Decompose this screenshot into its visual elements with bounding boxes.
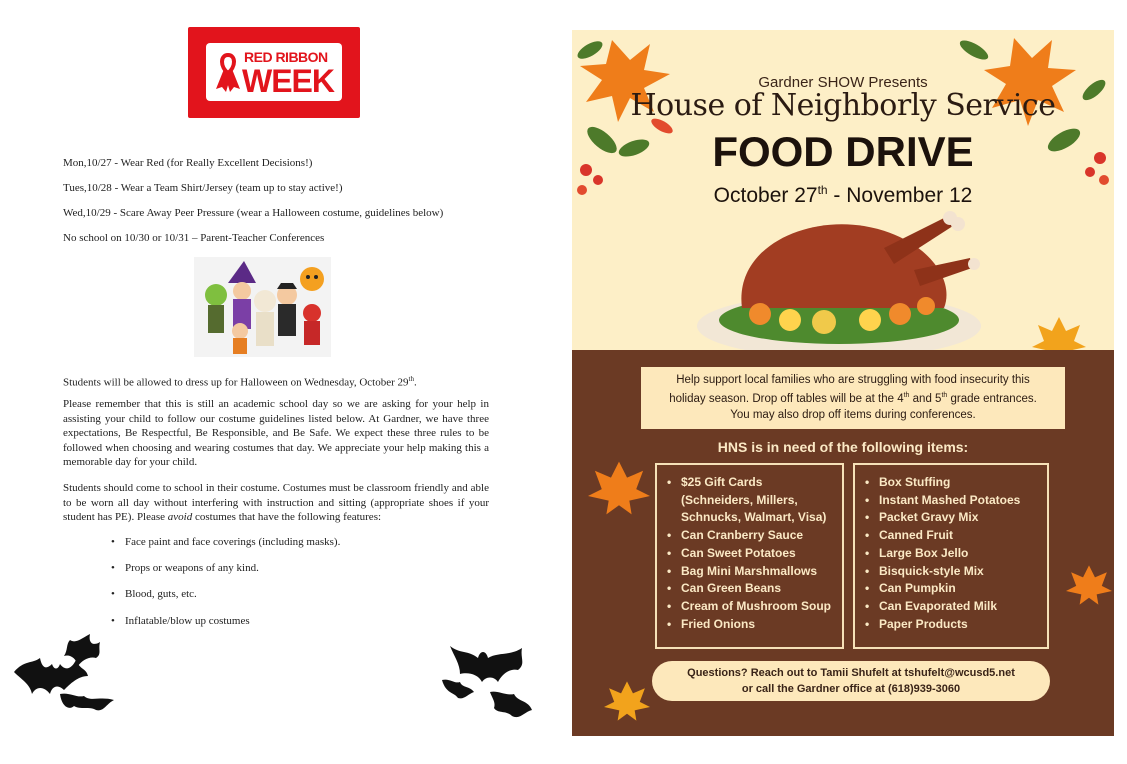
flyer-title: House of Neighborly Service [630, 88, 1056, 123]
day-tuesday: Tues,10/28 - Wear a Team Shirt/Jersey (team up to stay active!) [63, 182, 343, 194]
bullet-item: • Inflatable/blow up costumes [111, 615, 250, 627]
list-item: • Box Stuffing [865, 474, 1039, 492]
items-list-right [853, 463, 1049, 649]
maple-leaf-icon [604, 678, 650, 724]
food-drive-heading: FOOD DRIVE [712, 128, 974, 175]
maple-leaf-icon [1066, 562, 1112, 608]
drive-dates: October 27th - November 12 [713, 183, 973, 207]
food-drive-flyer [572, 30, 1114, 736]
contact-info: Questions? Reach out to Tamii Shufelt at tshufelt@wcusd5.net or call the Gardner office at (618)939-3060 [652, 661, 1050, 701]
list-item: Schnucks, Walmart, Visa) [681, 510, 827, 525]
list-item: • Bisquick-style Mix [865, 563, 1039, 581]
dress-up-notice: Students will be allowed to dress up for Halloween on Wednesday, October 29th. [63, 375, 417, 389]
turkey-platter-illustration [694, 208, 984, 360]
logo-line1: RED RIBBON [244, 49, 328, 65]
day-wednesday: Wed,10/29 - Scare Away Peer Pressure (wear a Halloween costume, guidelines below) [63, 207, 444, 219]
academic-day-paragraph: Please remember that this is still an academic school day so we are asking for your help in assisting your child to follow our costume guidelines listed below. At Gardner, we have three expectations, Be Respectful, Be Responsible, and Be Safe. We expect these three rules to be followed when choosing and wearing costumes that day. We appreciate your help making this a memorable day for your child. [63, 398, 489, 468]
list-item: • Can Pumpkin [865, 580, 1039, 598]
list-item: (Schneiders, Millers, [681, 492, 798, 507]
list-item: • Fried Onions [667, 616, 834, 634]
list-item: • $25 Gift Cards [667, 474, 834, 492]
list-item: • Bag Mini Marshmallows [667, 563, 834, 581]
bats-icon [440, 640, 534, 720]
bats-icon [10, 630, 116, 712]
bullet-item: • Props or weapons of any kind. [111, 562, 259, 574]
red-ribbon-icon [214, 51, 242, 93]
bullet-item: • Blood, guts, etc. [111, 588, 197, 600]
list-item: • Packet Gravy Mix [865, 509, 1039, 527]
list-item: • Cream of Mushroom Soup [667, 598, 834, 616]
costume-paragraph: Students should come to school in their costume. Costumes must be classroom friendly and able to be worn all day without interfering with instruction and sitting (appropriate shoes if your student has PE). Please avoid costumes that have the following features: [63, 482, 489, 523]
maple-leaf-icon [588, 458, 650, 518]
list-item: • Large Box Jello [865, 545, 1039, 563]
list-item: • Can Evaporated Milk [865, 598, 1039, 616]
red-ribbon-week-logo [188, 27, 360, 118]
list-item: • Instant Mashed Potatoes [865, 492, 1039, 510]
list-item: • Can Cranberry Sauce [667, 527, 834, 545]
bullet-item: • Face paint and face coverings (including masks). [111, 536, 341, 548]
help-support-box: Help support local families who are struggling with food insecurity this holiday season. Drop off tables will be at the 4th and 5th grade entrances. You may also drop off items during conferences. [641, 367, 1065, 429]
list-item: • Canned Fruit [865, 527, 1039, 545]
red-ribbon-week-page [0, 0, 560, 764]
list-item: • Can Green Beans [667, 580, 834, 598]
needed-items-heading: HNS is in need of the following items: [717, 439, 969, 455]
halloween-kids-illustration [194, 257, 331, 357]
day-no-school: No school on 10/30 or 10/31 – Parent-Teacher Conferences [63, 232, 325, 244]
list-item: • Paper Products [865, 616, 1039, 634]
presents-line: Gardner SHOW Presents [758, 74, 928, 91]
list-item: • Can Sweet Potatoes [667, 545, 834, 563]
day-monday: Mon,10/27 - Wear Red (for Really Excellent Decisions!) [63, 157, 313, 169]
logo-line2: WEEK [242, 63, 334, 99]
items-list-left [655, 463, 844, 649]
